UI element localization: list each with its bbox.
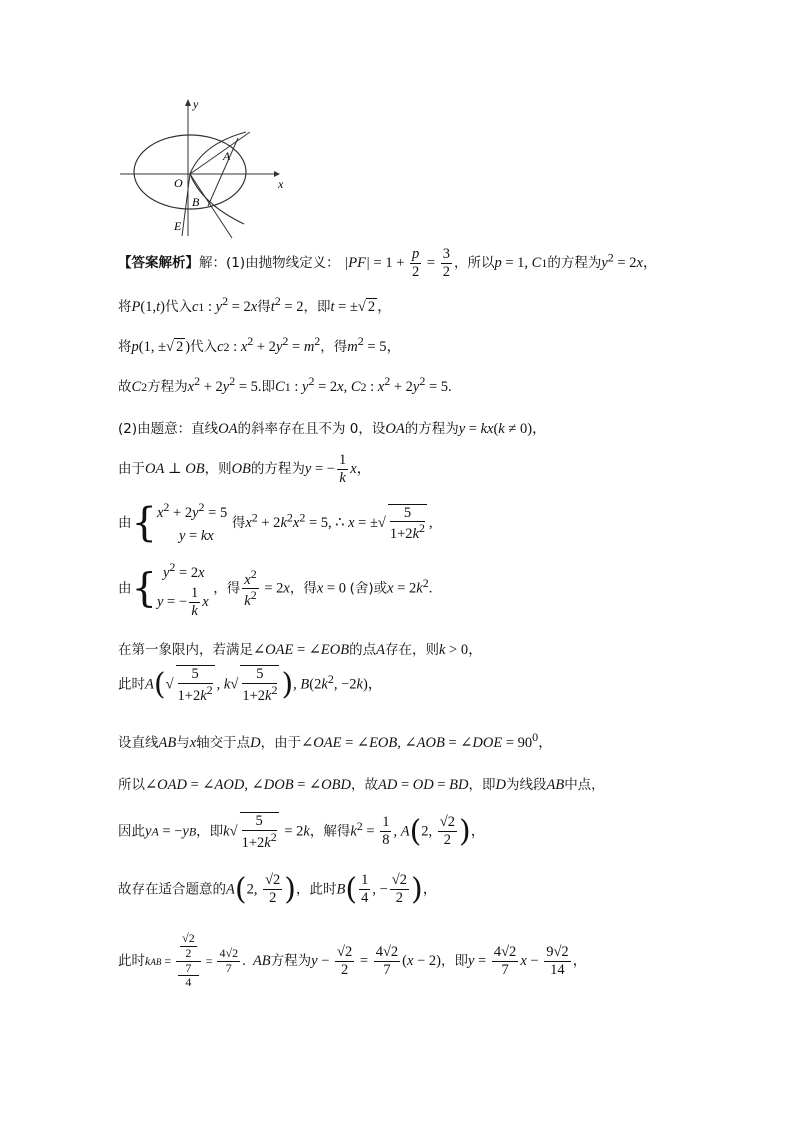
solution-line-5: (2)由题意：直线OA的斜率存在且不为 0，设OA的方程为y = kx(k ≠ 0)， bbox=[118, 421, 547, 437]
solution-line-14: 故存在适合题意的A(2, $\frac{√2}{2}$ )，此时B( $\frac{1}{4}$ , − $\frac{√2}{2}$ )， bbox=[118, 872, 438, 907]
origin-label: O bbox=[174, 176, 183, 190]
answer-header: 【答案解析】 bbox=[118, 255, 199, 272]
part1-eq: 的方程为 bbox=[547, 255, 602, 272]
solution-line-9: 在第一象限内，若满足∠OAE = ∠EOB的点A存在，则k > 0， bbox=[118, 642, 483, 658]
axis-x-label: x bbox=[278, 177, 284, 191]
solution-line-7: 由{ $x^2 + 2y^2 = 5$ y = kx 得$x^2 + 2k^2x^2 = 5$, ∴ x = ±√ $\frac{5}{1+2k^2}$ , bbox=[118, 500, 433, 547]
line-oe bbox=[182, 174, 190, 236]
solution-line-4: 故C2方程为$x^2 + 2y^2 = 5$.即C1 : $y^2 = 2x$, C2 : $x^2 + 2y^2 = 5$. bbox=[118, 374, 452, 395]
point-a-label: A bbox=[223, 149, 231, 163]
axis-y-label: y bbox=[193, 97, 199, 111]
point-e-label: E bbox=[174, 219, 182, 233]
part1-intro: 解：(1)由抛物线定义： bbox=[199, 255, 340, 272]
part1-result: ，所以 bbox=[453, 255, 495, 272]
y-axis-arrow bbox=[185, 99, 191, 106]
point-b-label: B bbox=[192, 195, 200, 209]
ellipse-parabola-figure bbox=[118, 96, 290, 238]
solution-line-2: 将P(1,t)代入c1 : $y^2 = 2x$得$t^2 = 2$，即t = ±√ 2 ， bbox=[118, 294, 392, 315]
line-oa bbox=[190, 132, 250, 174]
solution-line-13: 因此yA = −yB，即k√ $\frac{5}{1+2k^2}$ = 2k，解得$k^2$ = $\frac{1}{8}$ , A(2, $\frac{√2}{2}$ )， bbox=[118, 813, 486, 851]
solution-line-15: 此时kAB = $\frac{√2}{2}$ 7 4 = $\frac{4√2}{7}$ . AB方程为y − $\frac{√2}{2}$ = $\frac{4√2}{7}$ (x − 2)，即y = $\frac{4√2}{7}$ x − $\frac{9√2}{14}$ ， bbox=[118, 931, 588, 990]
solution-line-3: 将p(1, ±√ 2 )代入c2 : $x^2 + 2y^2 = m^2$，得$m^2 = 5$， bbox=[118, 334, 401, 355]
solution-line-8: 由{ $y^2 = 2x$ y = − $\frac{1}{k}$ x ，得 $\frac{x^2}{k^2}$ = 2x，得x = 0 (舍)或$x = 2k^2$. bbox=[118, 560, 433, 619]
solution-line-11: 设直线AB与x轴交于点D，由于∠OAE = ∠EOB, ∠AOB = ∠DOE = $90^0$， bbox=[118, 730, 553, 751]
solution-line-1: 【答案解析】解：(1)由抛物线定义： |PF| = 1 + $\frac{p}{2}$ = $\frac{3}{2}$ ，所以p = 1, C1的方程为$y^2 = 2x$， bbox=[118, 246, 658, 280]
parabola-c1 bbox=[190, 132, 246, 224]
solution-line-6: 由于OA ⊥ OB，则OB的方程为y = − $\frac{1}{k}$ x， bbox=[118, 452, 372, 486]
solution-line-10: 此时A(√ $\frac{5}{1+2k^2}$ , k√ $\frac{5}{1+2k^2}$ ), $B(2k^2$, −2k)， bbox=[118, 666, 383, 704]
solution-line-12: 所以∠OAD = ∠AOD, ∠DOB = ∠OBD，故AD = OD = BD，即D为线段AB中点， bbox=[118, 777, 605, 793]
